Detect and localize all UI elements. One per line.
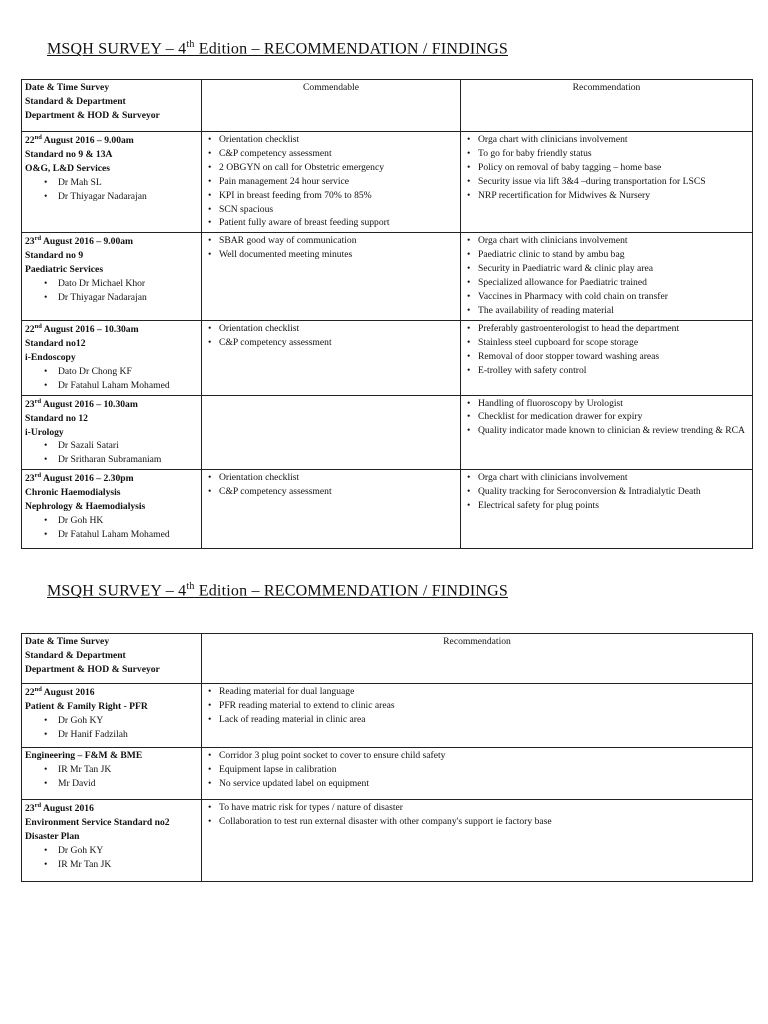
- header-date-standard: Date & Time Survey Standard & Department Department & HOD & Surveyor: [22, 634, 202, 684]
- survey-date: 22nd August 2016: [25, 686, 95, 699]
- survey-date: 23rd August 2016 – 9.00am: [25, 235, 134, 248]
- table-row: [22, 470, 753, 549]
- findings-table-1: [21, 79, 753, 549]
- row-info: 22nd August 2016 Patient & Family Right - PFR • Dr Goh KY • Dr Hanif Fadzilah: [22, 684, 202, 748]
- row-info: Engineering – F&M & BME • IR Mr Tan JK • Mr David: [22, 748, 202, 800]
- header-recommendation: Recommendation: [461, 80, 753, 132]
- staff-list: • Dr Sazali Satari • Dr Sritharan Subramaniam: [25, 439, 198, 467]
- findings-table-2: [21, 633, 753, 882]
- staff-list: • Dato Dr Chong KF • Dr Fatahul Laham Mohamed: [25, 365, 198, 393]
- row-info: 23rd August 2016 – 2.30pm Chronic Haemodialysis Nephrology & Haemodialysis • Dr Goh HK • Dr Fatahul Laham Mohamed: [22, 470, 202, 549]
- survey-date: 22nd August 2016 – 10.30am: [25, 322, 139, 335]
- row-info: 23rd August 2016 – 9.00am Standard no 9 Paediatric Services • Dato Dr Michael Khor • Dr Thiyagar Nadarajan: [22, 233, 202, 320]
- commendable-cell: • Orientation checklist • C&P competency assessment: [202, 320, 461, 395]
- survey-date: 23rd August 2016 – 2.30pm: [25, 472, 134, 485]
- section-2-title: MSQH SURVEY – 4th Edition – RECOMMENDATION / FINDINGS: [47, 581, 508, 600]
- table-row: [22, 748, 753, 800]
- recommendation-cell: • Orga chart with clinicians involvement • To go for baby friendly status • Policy on removal of baby tagging – home base • Security issue via lift 3&4 –during transportation for LSCS • NRP recertification for Midwives & Nursery: [461, 132, 753, 233]
- table-header-row: [22, 80, 753, 132]
- staff-list: • IR Mr Tan JK • Mr David: [25, 763, 198, 791]
- commendable-cell: • Orientation checklist • C&P competency assessment • 2 OBGYN on call for Obstetric emergency • Pain management 24 hour service • KPI in breast feeding from 70% to 85% • SCN spacious • Patient fully aware of breast feeding support: [202, 132, 461, 233]
- table-row: [22, 132, 753, 233]
- survey-date: 22nd August 2016 – 9.00am: [25, 134, 134, 147]
- staff-list: • Dr Mah SL • Dr Thiyagar Nadarajan: [25, 176, 198, 204]
- header-commendable: Commendable: [202, 80, 461, 132]
- table-header-row: [22, 634, 753, 684]
- commendable-cell: • SBAR good way of communication • Well documented meeting minutes: [202, 233, 461, 320]
- header-date-standard: Date & Time Survey Standard & Department Department & HOD & Surveyor: [22, 80, 202, 132]
- table-row: [22, 233, 753, 320]
- recommendation-cell: • Reading material for dual language • PFR reading material to extend to clinic areas • Lack of reading material in clinic area: [202, 684, 753, 748]
- staff-list: • Dr Goh HK • Dr Fatahul Laham Mohamed: [25, 514, 198, 542]
- commendable-cell: • Orientation checklist • C&P competency assessment: [202, 470, 461, 549]
- survey-date: 23rd August 2016: [25, 802, 94, 815]
- commendable-cell: [202, 395, 461, 470]
- section-1-title: MSQH SURVEY – 4th Edition – RECOMMENDATION / FINDINGS: [47, 39, 508, 58]
- survey-date: 23rd August 2016 – 10.30am: [25, 397, 138, 410]
- recommendation-cell: • To have matric risk for types / nature of disaster • Collaboration to test run external disaster with other company's support ie factory base: [202, 800, 753, 882]
- recommendation-cell: • Preferably gastroenterologist to head the department • Stainless steel cupboard for scope storage • Removal of door stopper toward washing areas • E-trolley with safety control: [461, 320, 753, 395]
- recommendation-cell: • Corridor 3 plug point socket to cover to ensure child safety • Equipment lapse in calibration • No service updated label on equipment: [202, 748, 753, 800]
- recommendation-cell: • Orga chart with clinicians involvement • Quality tracking for Seroconversion & Intradialytic Death • Electrical safety for plug points: [461, 470, 753, 549]
- row-info: 23rd August 2016 – 10.30am Standard no 12 i-Urology • Dr Sazali Satari • Dr Sritharan Subramaniam: [22, 395, 202, 470]
- row-info: 22nd August 2016 – 9.00am Standard no 9 & 13A O&G, L&D Services • Dr Mah SL • Dr Thiyagar Nadarajan: [22, 132, 202, 233]
- table-row: [22, 684, 753, 748]
- table-row: [22, 800, 753, 882]
- staff-list: • Dato Dr Michael Khor • Dr Thiyagar Nadarajan: [25, 277, 198, 305]
- staff-list: • Dr Goh KY • IR Mr Tan JK: [25, 844, 198, 872]
- table-row: [22, 320, 753, 395]
- row-info: 22nd August 2016 – 10.30am Standard no12 i-Endoscopy • Dato Dr Chong KF • Dr Fatahul Laham Mohamed: [22, 320, 202, 395]
- staff-list: • Dr Goh KY • Dr Hanif Fadzilah: [25, 714, 198, 742]
- recommendation-cell: • Handling of fluoroscopy by Urologist • Checklist for medication drawer for expiry • Quality indicator made known to clinician & review trending & RCA: [461, 395, 753, 470]
- recommendation-cell: • Orga chart with clinicians involvement • Paediatric clinic to stand by ambu bag • Security in Paediatric ward & clinic play area • Specialized allowance for Paediatric trained • Vaccines in Pharmacy with cold chain on transfer • The availability of reading material: [461, 233, 753, 320]
- header-recommendation: Recommendation: [202, 634, 753, 684]
- table-row: [22, 395, 753, 470]
- row-info: 23rd August 2016 Environment Service Standard no2 Disaster Plan • Dr Goh KY • IR Mr Tan JK: [22, 800, 202, 882]
